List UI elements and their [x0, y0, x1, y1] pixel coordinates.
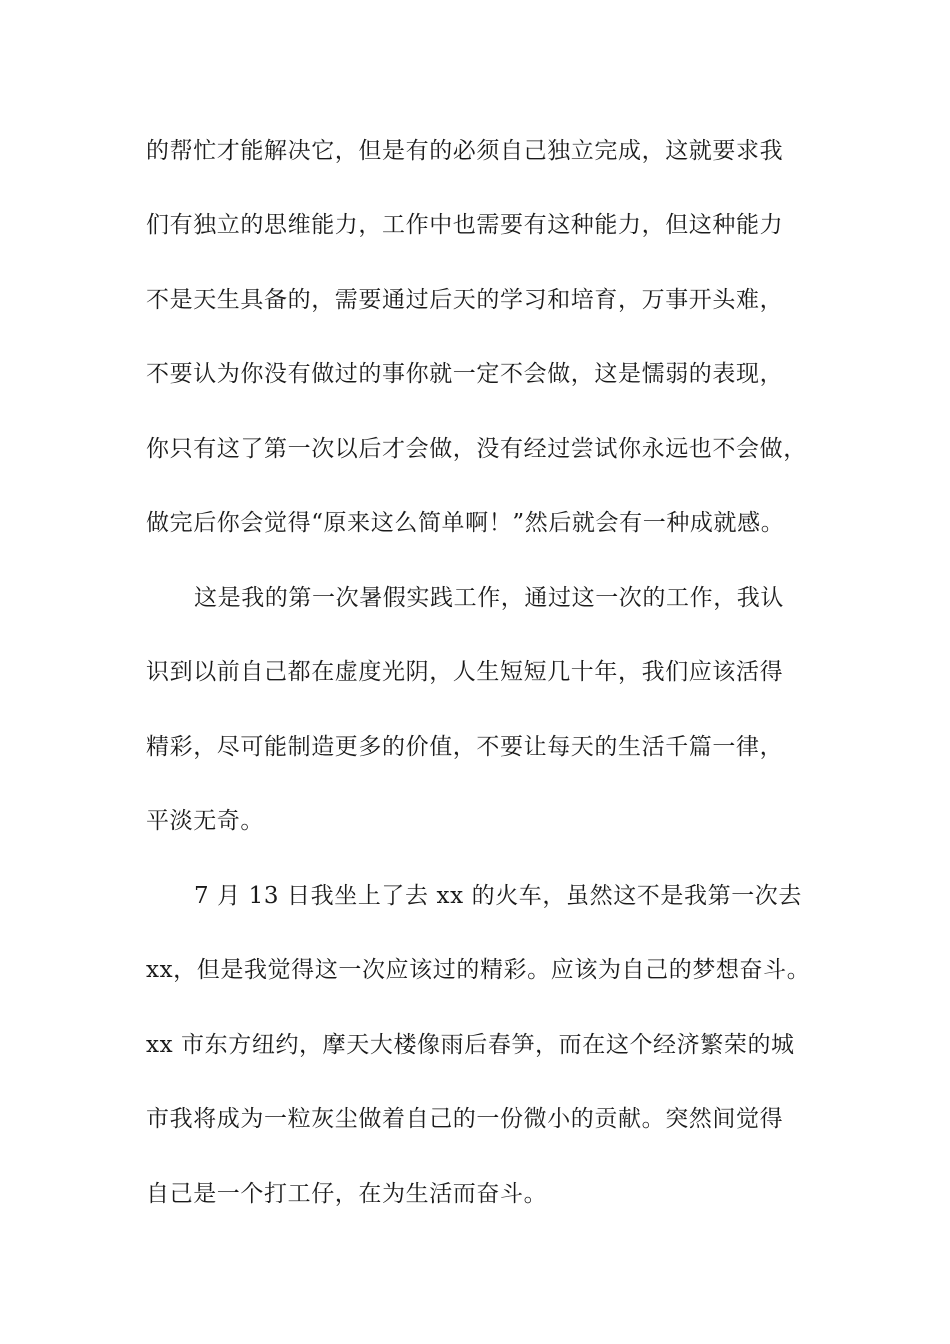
text-line: xx，但是我觉得这一次应该过的精彩。应该为自己的梦想奋斗。 [146, 957, 811, 983]
text-line: 的帮忙才能解决它，但是有的必须自己独立完成，这就要求我 [146, 138, 784, 164]
paragraph-first-line: 7 月 13 日我坐上了去 xx 的火车，虽然这不是我第一次去 [194, 883, 802, 909]
text-line: 自己是一个打工仔，在为生活而奋斗。 [146, 1181, 548, 1207]
text-line: 不要认为你没有做过的事你就一定不会做，这是懦弱的表现， [146, 361, 784, 387]
text-line: 你只有这了第一次以后才会做，没有经过尝试你永远也不会做， [146, 436, 807, 462]
text-line: 做完后你会觉得“原来这么简单啊！”然后就会有一种成就感。 [146, 510, 785, 536]
text-line: 不是天生具备的，需要通过后天的学习和培育，万事开头难， [146, 287, 784, 313]
text-line: 精彩，尽可能制造更多的价值，不要让每天的生活千篇一律， [146, 734, 784, 760]
text-line: 们有独立的思维能力，工作中也需要有这种能力，但这种能力 [146, 212, 784, 238]
paragraph-first-line: 这是我的第一次暑假实践工作，通过这一次的工作，我认 [194, 585, 784, 611]
text-line: xx 市东方纽约，摩天大楼像雨后春笋，而在这个经济繁荣的城 [146, 1032, 795, 1058]
text-line: 平淡无奇。 [146, 808, 264, 834]
text-line: 识到以前自己都在虚度光阴，人生短短几十年，我们应该活得 [146, 659, 784, 685]
text-line: 市我将成为一粒灰尘做着自己的一份微小的贡献。突然间觉得 [146, 1106, 784, 1132]
